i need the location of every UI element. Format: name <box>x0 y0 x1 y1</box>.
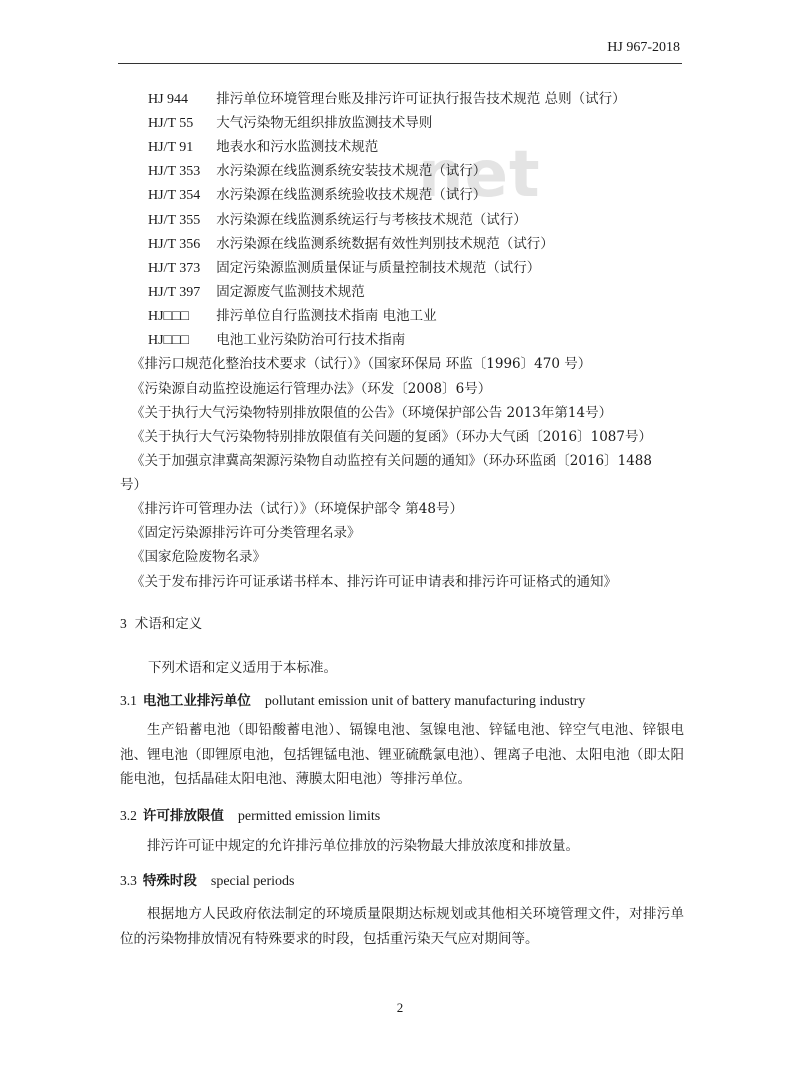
reference-item <box>148 280 365 301</box>
term-number: 3.3 <box>120 873 137 888</box>
term-definition: 根据地方人民政府依法制定的环境质量限期达标规划或其他相关环境管理文件，对排污单位的污染物排放情况有特殊要求的时段，包括重污染天气应对期间等。 <box>120 906 684 947</box>
reference-code: HJ□□□ <box>148 333 189 348</box>
document-code: HJ 967-2018 <box>607 40 680 55</box>
term-number: 3.1 <box>120 693 137 708</box>
document-item: 《国家危险废物名录》 <box>131 549 266 565</box>
reference-title: 地表水和污水监测技术规范 <box>216 139 379 155</box>
reference-title: 水污染源在线监测系统安装技术规范（试行） <box>216 163 487 179</box>
document-item: 《排污许可管理办法（试行）》（环境保护部令 第48号） <box>131 501 463 517</box>
reference-item <box>148 256 540 277</box>
reference-code: HJ/T 353 <box>148 164 201 179</box>
reference-item <box>148 135 378 156</box>
reference-title: 排污单位环境管理台账及排污许可证执行报告技术规范 总则（试行） <box>216 91 626 107</box>
reference-title: 大气污染物无组织排放监测技术导则 <box>216 115 433 131</box>
term-english: special periods <box>210 874 295 889</box>
reference-item <box>148 87 626 108</box>
reference-code: HJ/T 91 <box>148 140 194 155</box>
reference-code: HJ/T 356 <box>148 237 201 252</box>
reference-title: 固定污染源监测质量保证与质量控制技术规范（试行） <box>216 260 541 276</box>
term-number: 3.2 <box>120 808 137 823</box>
reference-item <box>148 304 437 325</box>
reference-title: 排污单位自行监测技术指南 电池工业 <box>216 308 437 324</box>
term-heading <box>120 689 585 710</box>
document-item: 《关于执行大气污染物特别排放限值的公告》（环境保护部公告 2013年第14号） <box>131 405 613 421</box>
reference-code: HJ/T 373 <box>148 261 201 276</box>
reference-item <box>148 232 554 253</box>
term-heading <box>120 869 294 890</box>
page-number: 2 <box>396 1000 404 1015</box>
reference-item <box>148 183 486 204</box>
term-heading <box>120 804 380 825</box>
document-item: 《关于发布排污许可证承诺书样本、排污许可证申请表和排污许可证格式的通知》 <box>131 574 617 590</box>
term-english: permitted emission limits <box>237 809 381 824</box>
term-definition: 排污许可证中规定的允许排污单位排放的污染物最大排放浓度和排放量。 <box>147 838 579 854</box>
document-item-continuation: 号） <box>120 477 147 493</box>
reference-title: 水污染源在线监测系统数据有效性判别技术规范（试行） <box>216 236 554 252</box>
reference-code: HJ/T 55 <box>148 116 194 131</box>
reference-title: 水污染源在线监测系统验收技术规范（试行） <box>216 187 487 203</box>
reference-code: HJ 944 <box>148 92 189 107</box>
reference-code: HJ□□□ <box>148 309 189 324</box>
term-english: pollutant emission unit of battery manufacturing industry <box>264 694 586 709</box>
document-item: 《排污口规范化整治技术要求（试行）》（国家环保局 环监〔1996〕470 号） <box>131 356 592 372</box>
term-name: 许可排放限值 <box>142 808 224 824</box>
document-item: 《关于执行大气污染物特别排放限值有关问题的复函》（环办大气函〔2016〕1087号） <box>131 429 652 445</box>
watermark: net <box>418 138 541 212</box>
reference-code: HJ/T 397 <box>148 285 201 300</box>
reference-title: 固定源废气监测技术规范 <box>216 284 365 300</box>
document-item: 《固定污染源排污许可分类管理名录》 <box>131 525 361 541</box>
reference-code: HJ/T 355 <box>148 213 201 228</box>
document-item: 《污染源自动监控设施运行管理办法》（环发〔2008〕6号） <box>131 381 492 397</box>
reference-item <box>148 111 432 132</box>
reference-item <box>148 159 486 180</box>
section-heading <box>120 612 202 632</box>
section-intro: 下列术语和定义适用于本标准。 <box>148 660 337 676</box>
reference-code: HJ/T 354 <box>148 188 201 203</box>
term-name: 电池工业排污单位 <box>142 693 251 709</box>
reference-title: 电池工业污染防治可行技术指南 <box>216 332 406 348</box>
header-rule <box>118 63 682 64</box>
reference-item <box>148 328 405 349</box>
section-number: 3 <box>120 616 127 631</box>
term-name: 特殊时段 <box>142 873 197 889</box>
term-definition: 生产铅蓄电池（即铅酸蓄电池）、镉镍电池、氢镍电池、锌锰电池、锌空气电池、锌银电池、锂电池（即锂原电池，包括锂锰电池、锂亚硫酰氯电池）、锂离子电池、太阳电池（即太阳能电池，包括晶硅太阳电池、薄膜太阳电池）等排污单位。 <box>120 722 684 787</box>
document-item: 《关于加强京津冀高架源污染物自动监控有关问题的通知》（环办环监函〔2016〕1488 <box>131 453 652 469</box>
reference-item <box>148 208 527 229</box>
section-title: 术语和定义 <box>134 616 203 632</box>
reference-title: 水污染源在线监测系统运行与考核技术规范（试行） <box>216 212 527 228</box>
